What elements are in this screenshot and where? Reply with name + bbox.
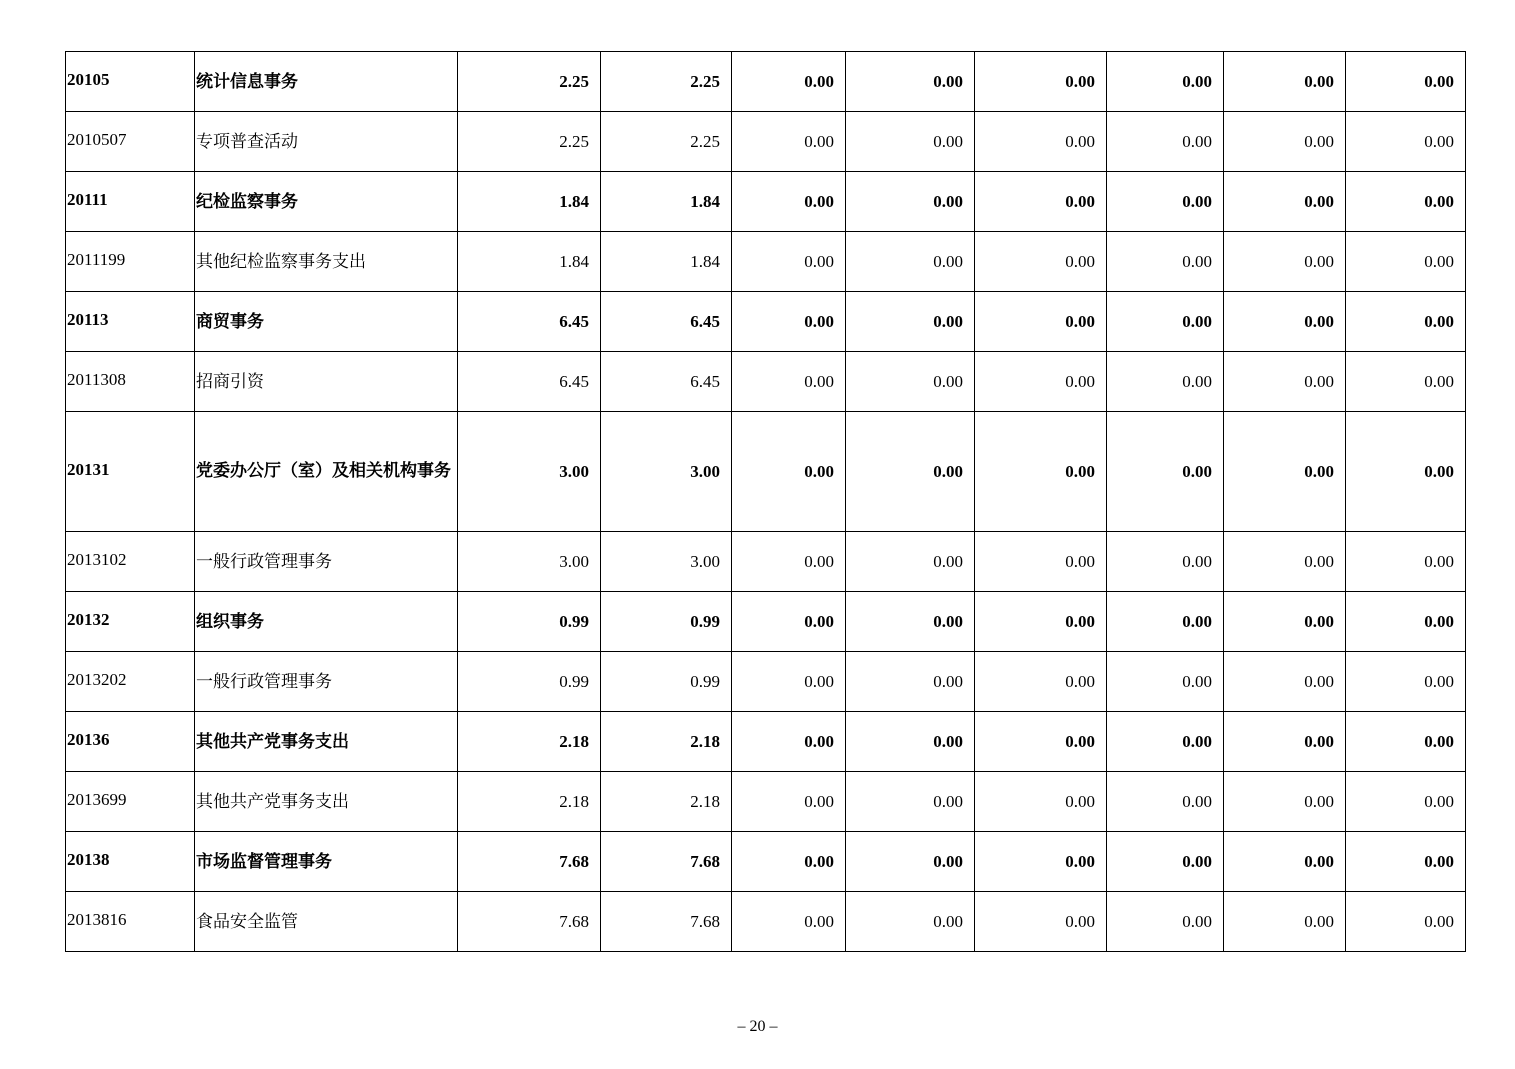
- table-body: [66, 52, 1466, 952]
- value-cell: 3.00: [458, 532, 601, 592]
- code-cell: 20113: [66, 292, 195, 352]
- value-cell: 2.25: [458, 52, 601, 112]
- value-cell: 0.00: [1224, 532, 1346, 592]
- code-cell: 20136: [66, 712, 195, 772]
- table-row: [66, 832, 1466, 892]
- page-number: – 20 –: [737, 1018, 778, 1035]
- code-cell: 20132: [66, 592, 195, 652]
- value-cell: 0.00: [846, 232, 975, 292]
- value-cell: 0.00: [732, 412, 846, 532]
- value-cell: 0.00: [1346, 292, 1466, 352]
- table-row: [66, 52, 1466, 112]
- value-cell: 0.00: [1224, 892, 1346, 952]
- value-cell: 0.00: [975, 832, 1107, 892]
- name-cell: 专项普查活动: [195, 112, 458, 172]
- value-cell: 0.00: [1346, 712, 1466, 772]
- value-cell: 0.00: [1107, 712, 1224, 772]
- value-cell: 0.00: [1224, 112, 1346, 172]
- value-cell: 0.00: [1107, 772, 1224, 832]
- table-row: [66, 232, 1466, 292]
- value-cell: 1.84: [601, 232, 732, 292]
- value-cell: 0.00: [846, 652, 975, 712]
- value-cell: 2.25: [601, 112, 732, 172]
- value-cell: 7.68: [458, 892, 601, 952]
- code-cell: 2013816: [66, 892, 195, 952]
- table-row: [66, 352, 1466, 412]
- value-cell: 0.99: [458, 652, 601, 712]
- value-cell: 0.00: [1224, 772, 1346, 832]
- value-cell: 0.00: [1107, 352, 1224, 412]
- value-cell: 7.68: [601, 892, 732, 952]
- value-cell: 2.18: [601, 772, 732, 832]
- budget-table: [65, 51, 1466, 952]
- value-cell: 0.00: [846, 292, 975, 352]
- name-cell: 组织事务: [195, 592, 458, 652]
- value-cell: 0.00: [1107, 112, 1224, 172]
- value-cell: 0.00: [975, 652, 1107, 712]
- value-cell: 0.00: [732, 112, 846, 172]
- value-cell: 0.00: [846, 352, 975, 412]
- code-cell: 2013102: [66, 532, 195, 592]
- value-cell: 0.00: [846, 412, 975, 532]
- code-cell: 2010507: [66, 112, 195, 172]
- value-cell: 2.18: [458, 712, 601, 772]
- value-cell: 0.99: [601, 652, 732, 712]
- value-cell: 3.00: [601, 532, 732, 592]
- name-cell: 一般行政管理事务: [195, 532, 458, 592]
- value-cell: 0.00: [975, 592, 1107, 652]
- table-row: [66, 292, 1466, 352]
- table-row: [66, 652, 1466, 712]
- value-cell: 0.00: [975, 112, 1107, 172]
- value-cell: 0.00: [975, 52, 1107, 112]
- value-cell: 0.00: [846, 772, 975, 832]
- table-row: [66, 412, 1466, 532]
- value-cell: 3.00: [601, 412, 732, 532]
- value-cell: 0.00: [1346, 52, 1466, 112]
- value-cell: 6.45: [601, 292, 732, 352]
- value-cell: 0.00: [1224, 172, 1346, 232]
- value-cell: 0.00: [1224, 232, 1346, 292]
- value-cell: 0.00: [1346, 592, 1466, 652]
- value-cell: 0.00: [975, 412, 1107, 532]
- value-cell: 0.00: [1224, 52, 1346, 112]
- value-cell: 0.00: [846, 892, 975, 952]
- value-cell: 0.00: [1107, 652, 1224, 712]
- value-cell: 0.00: [732, 712, 846, 772]
- value-cell: 0.00: [1346, 772, 1466, 832]
- value-cell: 0.00: [732, 532, 846, 592]
- value-cell: 0.00: [1346, 232, 1466, 292]
- value-cell: 0.99: [601, 592, 732, 652]
- value-cell: 0.00: [846, 592, 975, 652]
- value-cell: 0.00: [1346, 532, 1466, 592]
- value-cell: 0.00: [1107, 232, 1224, 292]
- value-cell: 0.00: [1346, 832, 1466, 892]
- value-cell: 0.00: [1224, 832, 1346, 892]
- value-cell: 0.00: [732, 232, 846, 292]
- value-cell: 7.68: [458, 832, 601, 892]
- name-cell: 商贸事务: [195, 292, 458, 352]
- name-cell: 其他共产党事务支出: [195, 712, 458, 772]
- table-row: [66, 592, 1466, 652]
- value-cell: 0.00: [1346, 172, 1466, 232]
- value-cell: 0.00: [1107, 412, 1224, 532]
- table-row: [66, 772, 1466, 832]
- value-cell: 2.25: [601, 52, 732, 112]
- value-cell: 0.00: [1107, 532, 1224, 592]
- value-cell: 6.45: [601, 352, 732, 412]
- value-cell: 0.00: [1107, 292, 1224, 352]
- value-cell: 0.00: [732, 652, 846, 712]
- value-cell: 0.00: [846, 172, 975, 232]
- value-cell: 0.00: [975, 892, 1107, 952]
- value-cell: 6.45: [458, 352, 601, 412]
- value-cell: 3.00: [458, 412, 601, 532]
- value-cell: 0.00: [732, 592, 846, 652]
- code-cell: 20131: [66, 412, 195, 532]
- code-cell: 20105: [66, 52, 195, 112]
- value-cell: 0.00: [1346, 652, 1466, 712]
- value-cell: 7.68: [601, 832, 732, 892]
- value-cell: 0.00: [1107, 52, 1224, 112]
- code-cell: 2011308: [66, 352, 195, 412]
- value-cell: 2.18: [601, 712, 732, 772]
- value-cell: 0.00: [846, 52, 975, 112]
- value-cell: 1.84: [458, 172, 601, 232]
- value-cell: 0.00: [975, 712, 1107, 772]
- value-cell: 0.00: [1346, 352, 1466, 412]
- value-cell: 0.00: [1346, 892, 1466, 952]
- code-cell: 2013699: [66, 772, 195, 832]
- name-cell: 一般行政管理事务: [195, 652, 458, 712]
- value-cell: 0.00: [1224, 592, 1346, 652]
- table-row: [66, 712, 1466, 772]
- table-row: [66, 892, 1466, 952]
- value-cell: 1.84: [458, 232, 601, 292]
- value-cell: 0.00: [1224, 712, 1346, 772]
- value-cell: 0.00: [732, 352, 846, 412]
- code-cell: 20111: [66, 172, 195, 232]
- value-cell: 0.99: [458, 592, 601, 652]
- value-cell: 0.00: [1107, 832, 1224, 892]
- name-cell: 其他纪检监察事务支出: [195, 232, 458, 292]
- value-cell: 1.84: [601, 172, 732, 232]
- value-cell: 2.18: [458, 772, 601, 832]
- value-cell: 0.00: [1224, 292, 1346, 352]
- value-cell: 0.00: [975, 532, 1107, 592]
- value-cell: 2.25: [458, 112, 601, 172]
- value-cell: 0.00: [975, 292, 1107, 352]
- code-cell: 2011199: [66, 232, 195, 292]
- value-cell: 0.00: [846, 712, 975, 772]
- code-cell: 20138: [66, 832, 195, 892]
- value-cell: 0.00: [1224, 652, 1346, 712]
- value-cell: 0.00: [975, 772, 1107, 832]
- name-cell: 统计信息事务: [195, 52, 458, 112]
- code-cell: 2013202: [66, 652, 195, 712]
- value-cell: 0.00: [732, 892, 846, 952]
- name-cell: 纪检监察事务: [195, 172, 458, 232]
- value-cell: 0.00: [846, 832, 975, 892]
- value-cell: 0.00: [1224, 352, 1346, 412]
- value-cell: 0.00: [1224, 412, 1346, 532]
- value-cell: 0.00: [732, 832, 846, 892]
- value-cell: 0.00: [732, 292, 846, 352]
- table-row: [66, 172, 1466, 232]
- value-cell: 0.00: [975, 352, 1107, 412]
- value-cell: 0.00: [1107, 892, 1224, 952]
- name-cell: 招商引资: [195, 352, 458, 412]
- value-cell: 0.00: [732, 172, 846, 232]
- value-cell: 0.00: [732, 772, 846, 832]
- name-cell: 市场监督管理事务: [195, 832, 458, 892]
- value-cell: 0.00: [975, 232, 1107, 292]
- value-cell: 0.00: [732, 52, 846, 112]
- value-cell: 0.00: [846, 532, 975, 592]
- value-cell: 0.00: [1107, 592, 1224, 652]
- table-row: [66, 532, 1466, 592]
- name-cell: 其他共产党事务支出: [195, 772, 458, 832]
- value-cell: 0.00: [846, 112, 975, 172]
- name-cell: 食品安全监管: [195, 892, 458, 952]
- value-cell: 0.00: [1346, 112, 1466, 172]
- name-cell: 党委办公厅（室）及相关机构事务: [195, 412, 458, 532]
- value-cell: 0.00: [1107, 172, 1224, 232]
- table-row: [66, 112, 1466, 172]
- value-cell: 6.45: [458, 292, 601, 352]
- value-cell: 0.00: [1346, 412, 1466, 532]
- value-cell: 0.00: [975, 172, 1107, 232]
